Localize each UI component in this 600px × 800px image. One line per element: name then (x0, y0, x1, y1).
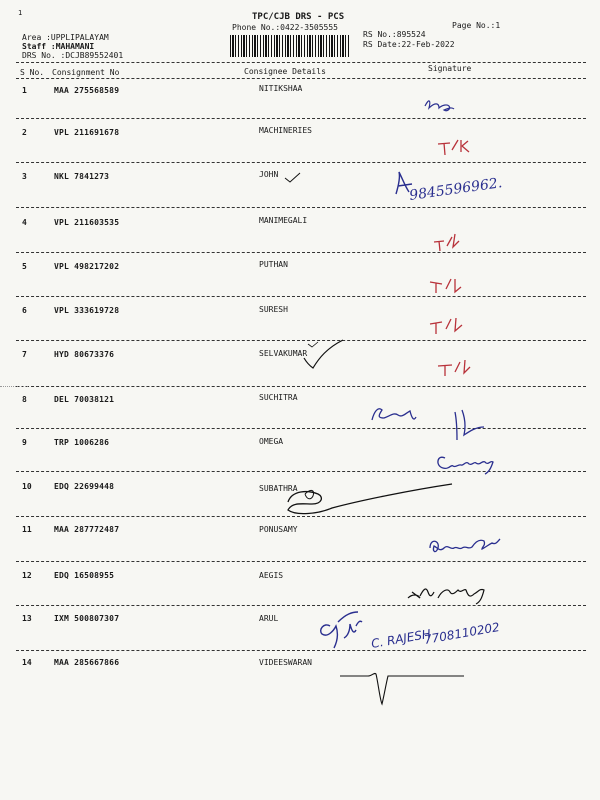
row-number: 1 (22, 86, 27, 95)
tick-row-7 (304, 340, 343, 368)
consignment-number: EDQ 22699448 (54, 482, 115, 491)
consignment-number: VPL 498217202 (54, 262, 120, 271)
phone-number: Phone No.:0422-3505555 (232, 23, 338, 32)
row-number: 14 (22, 658, 32, 667)
consignee-name: NITIKSHAA (259, 84, 303, 93)
signature-row-10 (288, 484, 452, 514)
consignment-number: MAA 275568589 (54, 86, 120, 95)
scan-smudge (0, 386, 28, 387)
mark-row-2 (438, 140, 469, 155)
row-separator (16, 207, 586, 208)
mark-row-6 (430, 318, 462, 334)
row-number: 4 (22, 218, 27, 227)
row-separator (16, 296, 586, 297)
drs-number: DRS No. :DCJB89552401 (22, 51, 124, 60)
consignee-name: MANIMEGALI (259, 216, 308, 225)
consignment-number: MAA 287772487 (54, 525, 120, 534)
tick-row-6 (308, 342, 318, 347)
row-separator (16, 428, 586, 429)
col-signature: Signature (428, 64, 472, 73)
consignment-number: NKL 7841273 (54, 172, 110, 181)
document-title: TPC/CJB DRS - PCS (252, 12, 345, 22)
row-separator (16, 650, 586, 651)
row-number: 12 (22, 571, 32, 580)
row-separator (16, 118, 586, 119)
signature-row-8 (372, 409, 484, 440)
rs-number: RS No.:895524 (363, 30, 426, 39)
row-number: 3 (22, 172, 27, 181)
row-separator (16, 561, 586, 562)
col-consignee: Consignee Details (244, 67, 326, 76)
signature-row-12 (408, 589, 484, 604)
consignment-number: TRP 1006286 (54, 438, 110, 447)
consignment-number: VPL 211691678 (54, 128, 120, 137)
row-separator (16, 605, 586, 606)
row-separator (16, 471, 586, 472)
consignee-name: AEGIS (259, 571, 284, 580)
page-number: Page No.:1 (452, 21, 501, 30)
header-rule (16, 62, 586, 63)
consignee-name: PONUSAMY (259, 525, 298, 534)
area-field: Area :UPPLIPALAYAM (22, 33, 109, 42)
consignee-name: JOHN (259, 170, 279, 179)
staff-field: Staff :MAHAMANI (22, 42, 95, 51)
consignment-number: MAA 285667866 (54, 658, 120, 667)
row-separator (16, 340, 586, 341)
consignment-number: VPL 333619728 (54, 306, 120, 315)
handwritten-phone-row-13: 7708110202 (423, 619, 501, 647)
row-number: 8 (22, 395, 27, 404)
signature-row-10-loop (305, 490, 314, 498)
row-number: 9 (22, 438, 27, 447)
col-sno: S No. (20, 68, 45, 77)
row-number: 13 (22, 614, 32, 623)
consignment-number: HYD 80673376 (54, 350, 115, 359)
row-separator (16, 252, 586, 253)
consignee-name: VIDEESWARAN (259, 658, 312, 667)
consignment-number: VPL 211603535 (54, 218, 120, 227)
row-separator (16, 516, 586, 517)
row-number: 10 (22, 482, 32, 491)
consignee-name: PUTHAN (259, 260, 288, 269)
mark-row-4 (434, 234, 459, 251)
mark-row-5 (430, 279, 461, 293)
signature-row-1 (425, 101, 454, 111)
consignment-number: DEL 70038121 (54, 395, 115, 404)
signature-row-11 (430, 539, 500, 552)
row-number: 7 (22, 350, 27, 359)
consignee-name: ARUL (259, 614, 279, 623)
consignment-number: EDQ 16508955 (54, 571, 115, 580)
signature-row-3 (396, 172, 412, 194)
row-number: 6 (22, 306, 27, 315)
consignee-name: SUBATHRA (259, 484, 298, 493)
signature-row-14 (340, 673, 464, 704)
col-consignment: Consignment No (52, 68, 120, 77)
consignee-name: SELVAKUMAR (259, 349, 308, 358)
barcode (230, 35, 350, 57)
rs-date: RS Date:22-Feb-2022 (363, 40, 455, 49)
column-rule (16, 78, 586, 79)
row-separator (16, 386, 586, 387)
header-mark: 1 (18, 9, 23, 17)
handwritten-name-row-13: C. RAJESH (370, 626, 432, 651)
consignee-name: OMEGA (259, 437, 284, 446)
consignee-name: SURESH (259, 305, 288, 314)
consignee-name: MACHINERIES (259, 126, 312, 135)
row-number: 2 (22, 128, 27, 137)
handwritten-phone-row-3: 9845596962. (408, 175, 504, 204)
tick-row-3 (285, 173, 300, 182)
row-number: 11 (22, 525, 32, 534)
mark-row-7 (438, 360, 470, 376)
consignee-name: SUCHITRA (259, 393, 298, 402)
row-separator (16, 162, 586, 163)
consignment-number: IXM 500807307 (54, 614, 120, 623)
row-number: 5 (22, 262, 27, 271)
signature-row-13 (321, 612, 362, 648)
